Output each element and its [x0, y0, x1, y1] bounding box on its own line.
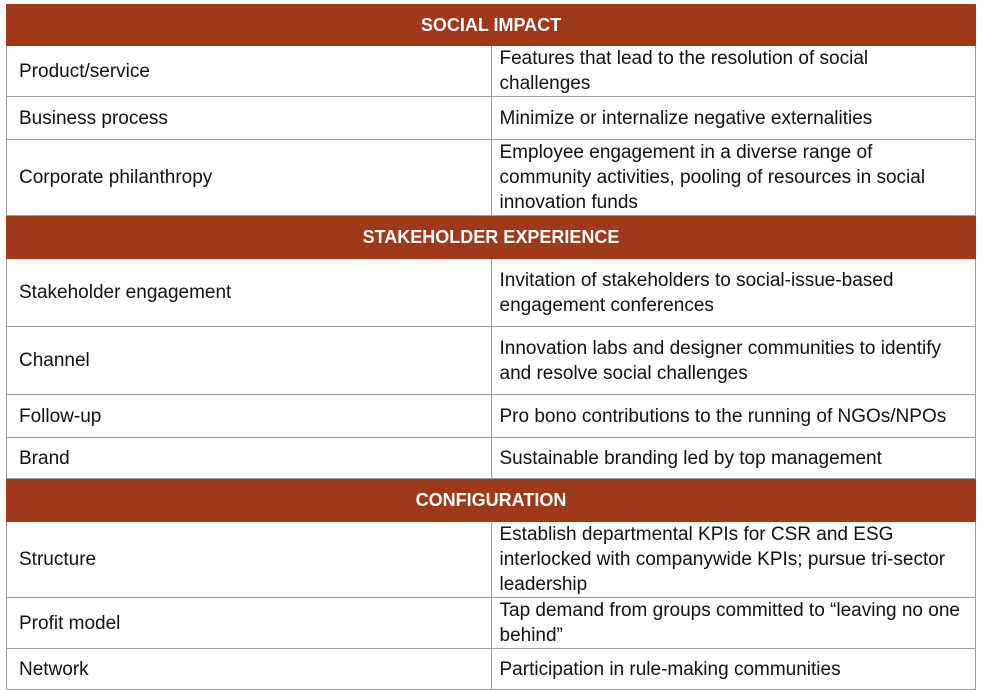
social-impact-table — [6, 4, 976, 690]
row-label: Stakeholder engagement — [7, 259, 492, 327]
row-description: Pro bono contributions to the running of NGOs/NPOs — [491, 395, 976, 438]
section-title: SOCIAL IMPACT — [7, 5, 976, 46]
section-title: CONFIGURATION — [7, 479, 976, 522]
table-row — [7, 327, 976, 395]
table-row — [7, 598, 976, 649]
table-row — [7, 259, 976, 327]
row-description: Features that lead to the resolution of social challenges — [491, 46, 976, 97]
row-label: Corporate philanthropy — [7, 140, 492, 216]
row-description: Sustainable branding led by top management — [491, 438, 976, 479]
row-description: Employee engagement in a diverse range of community activities, pooling of resources in social innovation funds — [491, 140, 976, 216]
section-header-row — [7, 479, 976, 522]
table-row — [7, 46, 976, 97]
table-row — [7, 438, 976, 479]
row-label: Network — [7, 649, 492, 690]
row-label: Structure — [7, 522, 492, 598]
row-description: Establish departmental KPIs for CSR and ESG interlocked with companywide KPIs; pursue tri-sector leadership — [491, 522, 976, 598]
section-header-row — [7, 5, 976, 46]
section-title: STAKEHOLDER EXPERIENCE — [7, 216, 976, 259]
table-row — [7, 395, 976, 438]
row-description: Innovation labs and designer communities to identify and resolve social challenges — [491, 327, 976, 395]
table-row — [7, 522, 976, 598]
section-header-row — [7, 216, 976, 259]
row-description: Minimize or internalize negative externalities — [491, 97, 976, 140]
row-description: Participation in rule-making communities — [491, 649, 976, 690]
row-label: Brand — [7, 438, 492, 479]
table-row — [7, 97, 976, 140]
row-description: Invitation of stakeholders to social-issue-based engagement conferences — [491, 259, 976, 327]
row-label: Channel — [7, 327, 492, 395]
row-label: Profit model — [7, 598, 492, 649]
row-description: Tap demand from groups committed to “leaving no one behind” — [491, 598, 976, 649]
table-row — [7, 649, 976, 690]
table-row — [7, 140, 976, 216]
row-label: Product/service — [7, 46, 492, 97]
row-label: Follow-up — [7, 395, 492, 438]
row-label: Business process — [7, 97, 492, 140]
